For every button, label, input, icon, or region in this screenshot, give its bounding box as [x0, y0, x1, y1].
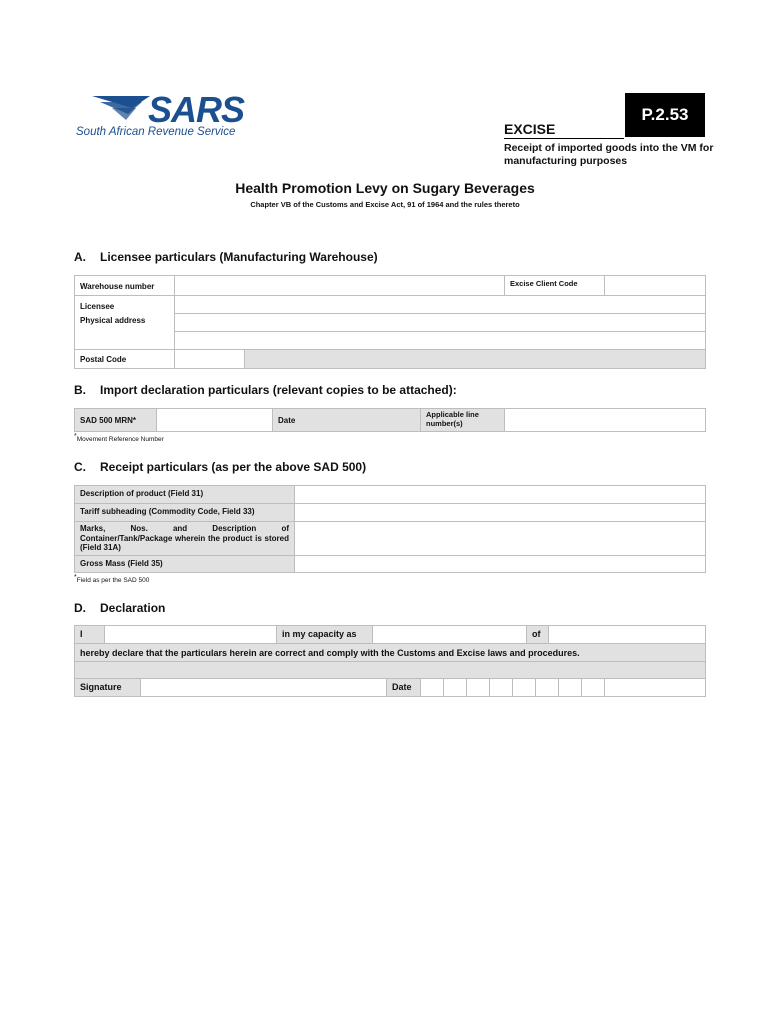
section-b-footnote-text: Movement Reference Number	[76, 436, 164, 444]
warehouse-number-label: Warehouse number	[75, 276, 175, 296]
physical-address-field-1[interactable]	[175, 314, 705, 332]
section-c-letter: C.	[74, 460, 86, 474]
capacity-field[interactable]	[373, 626, 527, 644]
section-c-footnote-text: Field as per the SAD 500	[76, 577, 150, 585]
of-label: of	[527, 626, 549, 644]
date-digit-box[interactable]	[536, 679, 559, 696]
applicable-line-field[interactable]	[505, 409, 705, 431]
physical-address-label: Physical address	[80, 316, 146, 325]
physical-address-field-2[interactable]	[175, 332, 705, 350]
section-d-letter: D.	[74, 601, 86, 615]
excise-client-code-field[interactable]	[605, 276, 705, 296]
signature-label: Signature	[75, 679, 141, 696]
receipt-row-field[interactable]	[295, 556, 705, 572]
date-label: Date	[273, 409, 421, 431]
postal-code-shaded	[245, 350, 705, 368]
warehouse-number-field[interactable]	[175, 276, 505, 296]
postal-code-label: Postal Code	[75, 350, 175, 368]
sad500-label: SAD 500 MRN*	[75, 409, 157, 431]
section-b-title: Import declaration particulars (relevant copies to be attached):	[100, 383, 457, 397]
section-a-letter: A.	[74, 250, 86, 264]
receipt-row-field[interactable]	[295, 486, 705, 504]
licensee-address-label	[75, 296, 175, 350]
page-title: Health Promotion Levy on Sugary Beverages	[235, 180, 535, 196]
section-c-title: Receipt particulars (as per the above SAD 500)	[100, 460, 367, 474]
section-b-heading	[74, 383, 457, 397]
signature-field[interactable]	[141, 679, 387, 696]
licensee-label: Licensee	[80, 302, 115, 311]
excise-client-code-label: Excise Client Code	[505, 276, 605, 296]
form-description: Receipt of imported goods into the VM for manufacturing purposes	[504, 142, 714, 167]
date-digit-box[interactable]	[582, 679, 605, 696]
of-field[interactable]	[549, 626, 705, 644]
form-code: P.2.53	[625, 93, 705, 137]
receipt-row-field[interactable]	[295, 522, 705, 556]
date-digit-box[interactable]	[467, 679, 490, 696]
declaration-text: hereby declare that the particulars herein are correct and comply with the Customs and Excise laws and procedures.	[75, 644, 705, 662]
import-declaration-table	[74, 408, 706, 432]
section-d-title: Declaration	[100, 601, 166, 615]
form-category: EXCISE	[504, 121, 556, 137]
receipt-row-field[interactable]	[295, 504, 705, 522]
date-digit-box[interactable]	[559, 679, 582, 696]
receipt-row-label: Marks, Nos. and Description of Container/Tank/Package wherein the product is stored (Field 31A)	[75, 522, 295, 556]
receipt-particulars-table	[74, 485, 706, 573]
licensee-table	[74, 275, 706, 369]
receipt-row-label: Tariff subheading (Commodity Code, Field 33)	[75, 504, 295, 522]
section-a-title: Licensee particulars (Manufacturing Warehouse)	[100, 250, 378, 264]
section-b-letter: B.	[74, 383, 86, 397]
section-c-footnote-mark: *	[74, 574, 77, 581]
section-b-footnote	[74, 433, 164, 443]
date-digit-box[interactable]	[490, 679, 513, 696]
capacity-label: in my capacity as	[277, 626, 373, 644]
section-c-footnote	[74, 574, 149, 584]
logo-subtitle: South African Revenue Service	[76, 126, 236, 138]
declaration-date-label: Date	[387, 679, 421, 696]
declarant-name-field[interactable]	[105, 626, 277, 644]
licensee-field[interactable]	[175, 296, 705, 314]
declarant-i-label: I	[75, 626, 105, 644]
section-a-heading	[74, 250, 378, 264]
date-digit-box[interactable]	[444, 679, 467, 696]
sars-logo-text: SARS	[148, 89, 245, 130]
date-digit-box[interactable]	[513, 679, 536, 696]
date-trailing-cell	[605, 679, 705, 696]
declaration-spacer	[75, 662, 705, 679]
section-d-heading	[74, 601, 165, 615]
section-c-heading	[74, 460, 366, 474]
receipt-row-label: Description of product (Field 31)	[75, 486, 295, 504]
section-b-footnote-mark: *	[74, 433, 77, 440]
receipt-row-label: Gross Mass (Field 35)	[75, 556, 295, 572]
sad500-field[interactable]	[157, 409, 273, 431]
postal-code-field[interactable]	[175, 350, 245, 368]
declaration-table	[74, 625, 706, 697]
category-underline	[504, 138, 624, 139]
applicable-line-label: Applicable line number(s)	[421, 409, 505, 431]
date-digit-box[interactable]	[421, 679, 444, 696]
page-subtitle: Chapter VB of the Customs and Excise Act, 91 of 1964 and the rules thereto	[250, 200, 520, 209]
